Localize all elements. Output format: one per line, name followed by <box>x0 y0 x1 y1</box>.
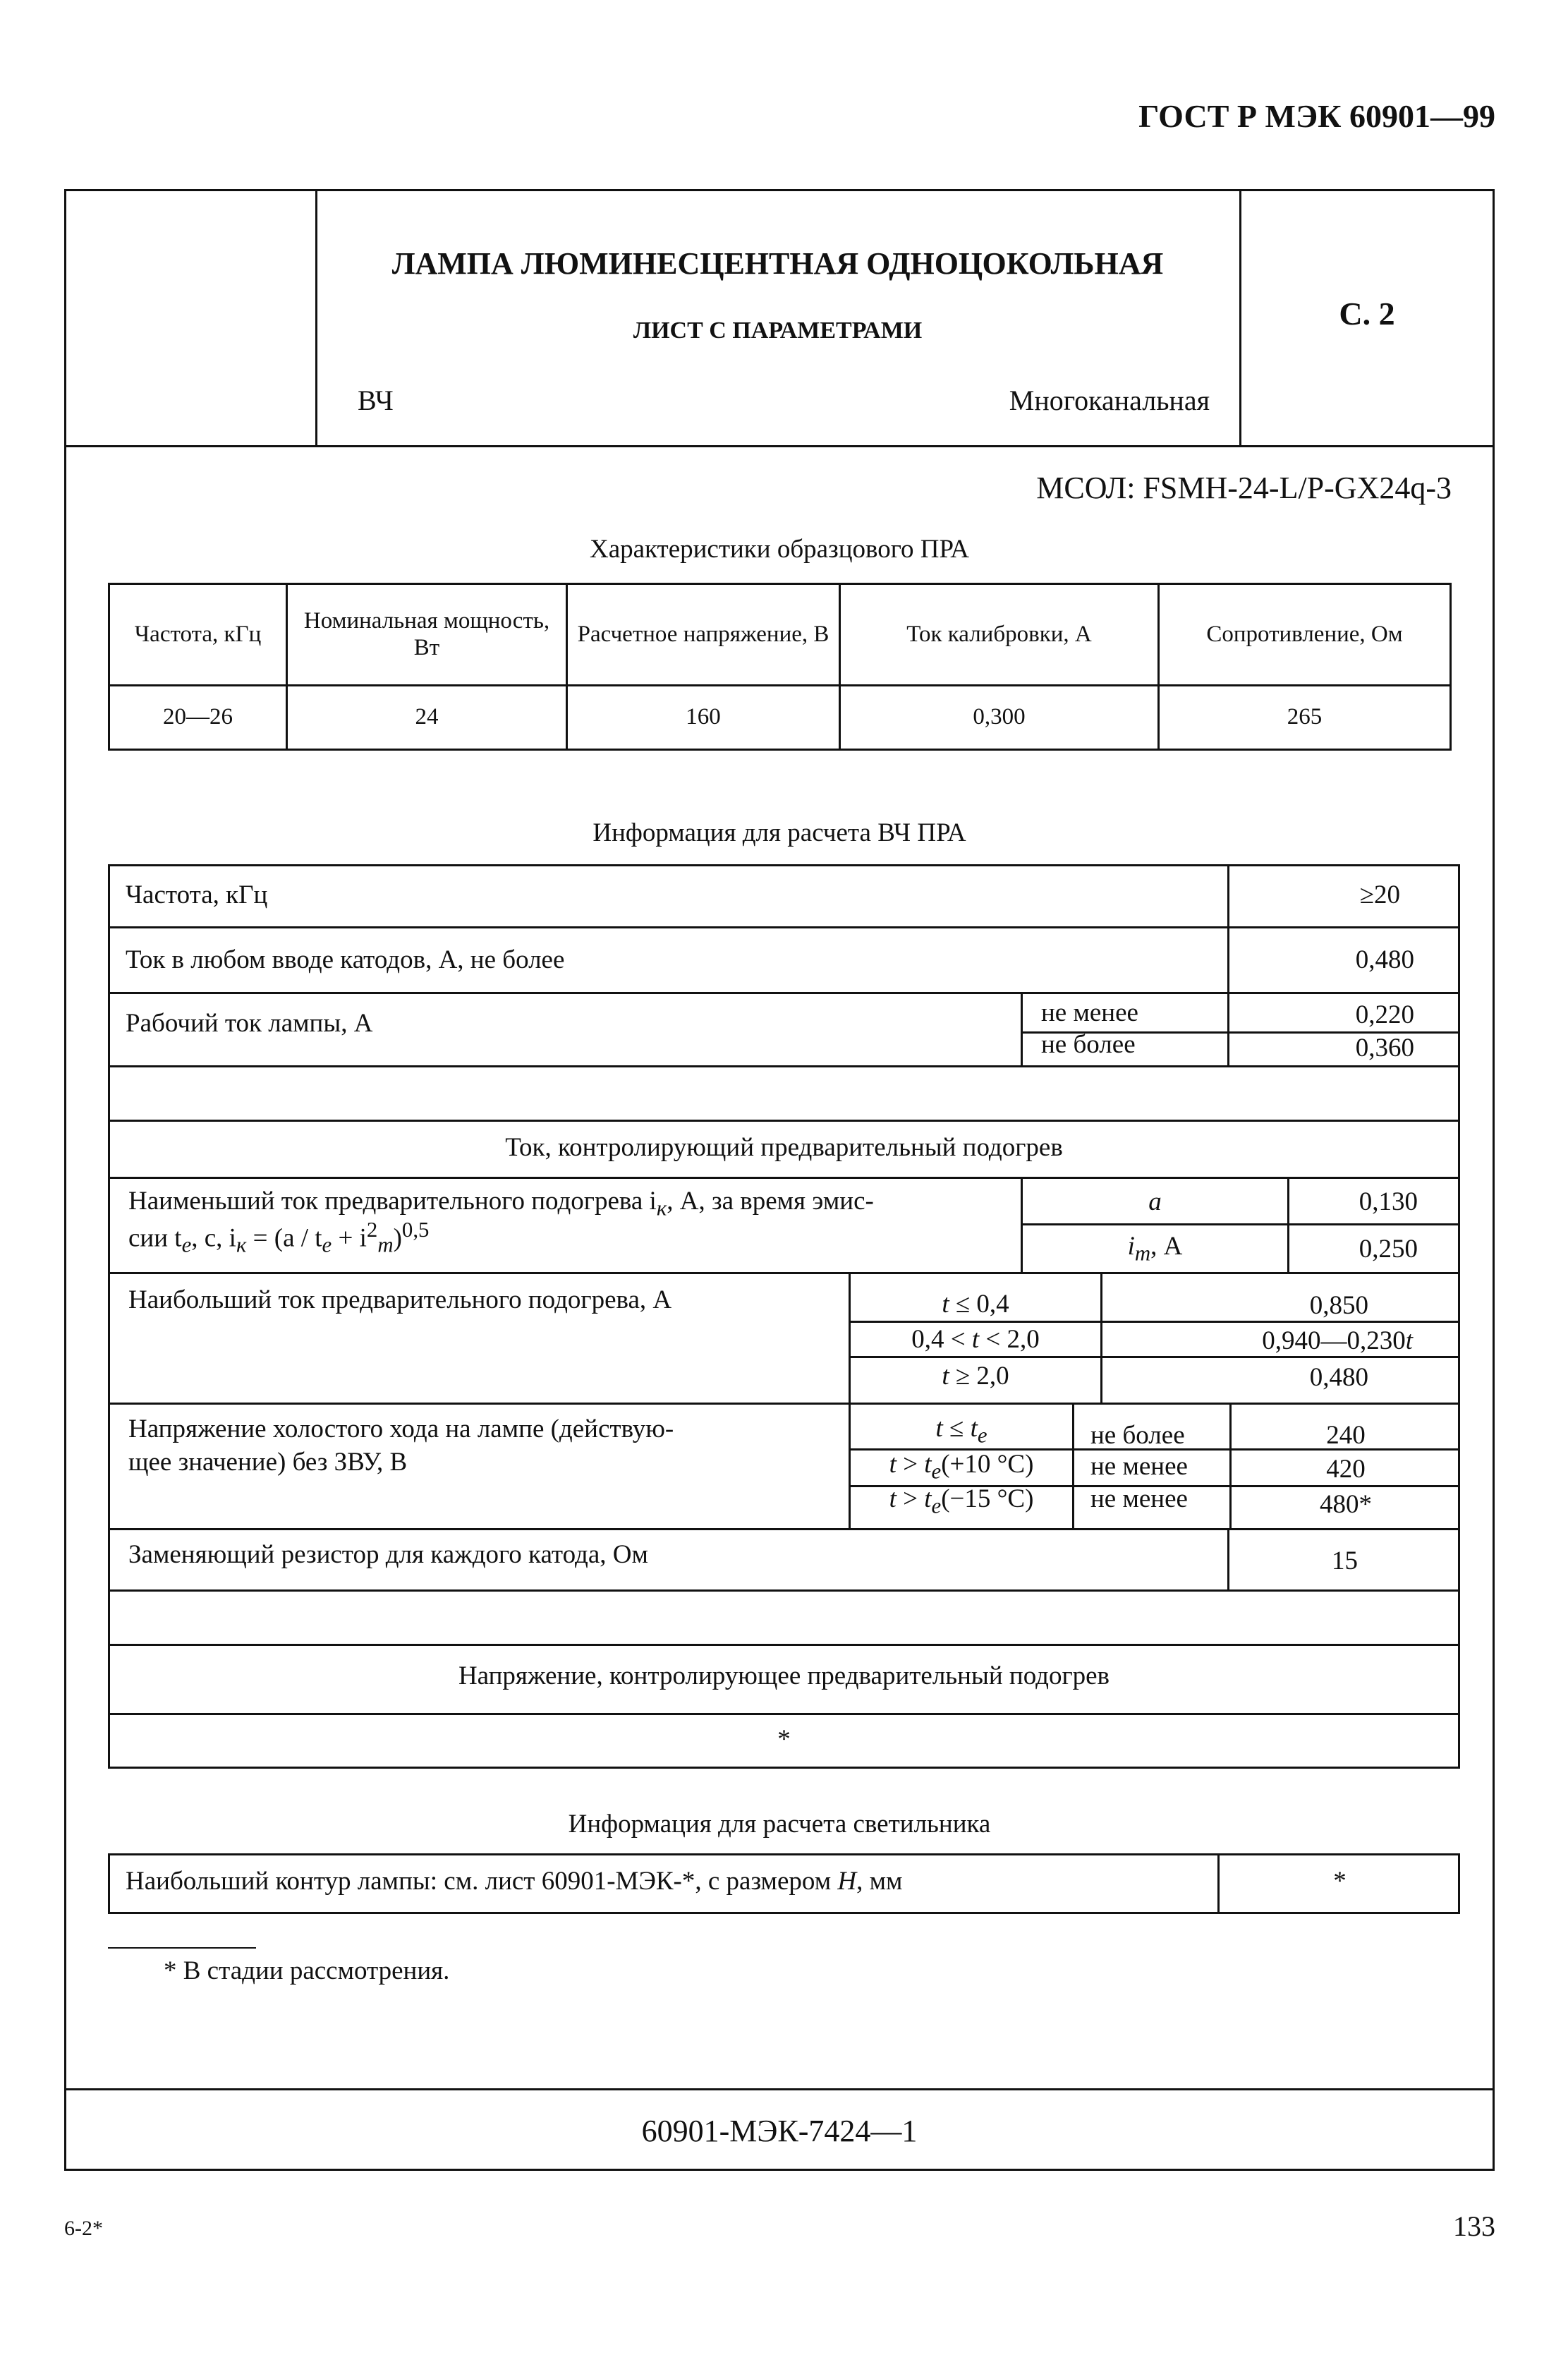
max-preheat-value-1: 0,850 <box>1309 1291 1368 1320</box>
ocv-limit-1: не более <box>1090 1421 1185 1450</box>
bottom-left-mark: 6-2* <box>64 2217 103 2240</box>
param-a-value: 0,130 <box>1359 1187 1418 1216</box>
row-line <box>108 992 1460 994</box>
sheet-number: 60901-МЭК-7424—1 <box>641 2114 918 2148</box>
preheat-voltage-title: Напряжение, контролирующее предварительный подогрев <box>458 1661 1110 1690</box>
lamp-current-max-label: не более <box>1041 1030 1136 1059</box>
row-line <box>108 1528 1460 1530</box>
ocv-cond-1: $t \le t_e$ <box>935 1414 987 1448</box>
ocv-cond-2: $t > t_e(+10$ °С) <box>889 1450 1034 1484</box>
ocv-label-line2: щее значение) без ЗВУ, В <box>128 1448 408 1477</box>
frequency-value: ≥20 <box>1359 880 1400 909</box>
col-line <box>1072 1403 1074 1528</box>
header-left-label: ВЧ <box>358 384 394 416</box>
lamp-current-label: Рабочий ток лампы, А <box>126 1009 373 1038</box>
param-a-label: a <box>1148 1187 1162 1216</box>
cathode-current-label: Ток в любом вводе катодов, А, не более <box>126 945 565 974</box>
value-calibration-current: 0,300 <box>840 686 1159 750</box>
lamp-current-min-value: 0,220 <box>1355 1000 1414 1029</box>
frequency-label: Частота, кГц <box>126 880 268 909</box>
luminaire-caption: Информация для расчета светильника <box>568 1810 991 1839</box>
min-preheat-label-line1: Наименьший ток предварительного подогрева $i_к$, А, за время эмис- <box>128 1187 874 1221</box>
resistor-label: Заменяющий резистор для каждого катода, Ом <box>128 1540 648 1569</box>
row-line <box>108 1177 1460 1179</box>
col-line <box>1100 1272 1102 1403</box>
row-line <box>108 1589 1460 1592</box>
header-bottom-line <box>64 445 1495 447</box>
ballast-value-row <box>109 686 1451 750</box>
max-preheat-cond-1: t ≤ 0,4 <box>942 1290 1009 1319</box>
col-calibration-current: Ток калибровки, А <box>840 584 1159 686</box>
cathode-current-value: 0,480 <box>1355 945 1414 974</box>
value-power: 24 <box>287 686 567 750</box>
max-preheat-cond-2: 0,4 < t < 2,0 <box>911 1325 1040 1354</box>
value-resistance: 265 <box>1159 686 1451 750</box>
col-line <box>1021 992 1023 1065</box>
min-preheat-label-line2: сии $t_e$, с, $i_к = (a / t_e + i^2_m)^{0,5}$ <box>128 1218 430 1257</box>
max-preheat-label: Наибольший ток предварительного подогрева, А <box>128 1285 672 1314</box>
lamp-designation: МСОЛ: FSMH-24-L/P-GX24q-3 <box>1036 471 1452 505</box>
footnote-rule <box>108 1947 256 1949</box>
row-line <box>108 1403 1460 1405</box>
ocv-label-line1: Напряжение холостого хода на лампе (действую- <box>128 1415 674 1443</box>
ocv-value-3: 480* <box>1320 1490 1372 1519</box>
param-im-label: $i_m$, А <box>1127 1232 1183 1266</box>
row-line <box>108 1065 1460 1067</box>
col-resistance: Сопротивление, Ом <box>1159 584 1451 686</box>
ocv-limit-3: не менее <box>1090 1484 1188 1513</box>
resistor-value: 15 <box>1332 1546 1358 1575</box>
ocv-value-1: 240 <box>1326 1421 1366 1450</box>
sheet-title: ЛАМПА ЛЮМИНЕСЦЕНТНАЯ ОДНОЦОКОЛЬНАЯ <box>391 246 1164 281</box>
page-number: 133 <box>1453 2210 1495 2242</box>
footnote: * В стадии рассмотрения. <box>164 1956 450 1985</box>
param-im-value: 0,250 <box>1359 1235 1418 1264</box>
ocv-cond-3: $t > t_e(-15$ °С) <box>889 1484 1034 1518</box>
lamp-current-min-label: не менее <box>1041 998 1138 1027</box>
col-line <box>1227 864 1229 1065</box>
col-power: Номинальная мощность, Вт <box>287 584 567 686</box>
contour-value: * <box>1333 1867 1347 1896</box>
header-right-label: Многоканальная <box>1009 384 1210 416</box>
sheet-subtitle: ЛИСТ С ПАРАМЕТРАМИ <box>633 317 923 344</box>
preheat-voltage-value: * <box>777 1725 791 1754</box>
max-preheat-value-3: 0,480 <box>1309 1363 1368 1392</box>
ocv-limit-2: не менее <box>1090 1452 1188 1481</box>
row-line <box>108 1272 1460 1274</box>
value-frequency: 20—26 <box>109 686 287 750</box>
document-code: ГОСТ Р МЭК 60901—99 <box>1138 98 1495 134</box>
ballast-caption: Характеристики образцового ПРА <box>589 535 970 564</box>
row-line <box>108 1713 1460 1715</box>
row-line <box>1021 1223 1460 1225</box>
col-voltage: Расчетное напряжение, В <box>567 584 840 686</box>
row-line <box>108 926 1460 928</box>
contour-label: Наибольший контур лампы: см. лист 60901-МЭК-*, с размером H, мм <box>126 1867 903 1896</box>
col-frequency: Частота, кГц <box>109 584 287 686</box>
max-preheat-value-2: 0,940—0,230t <box>1262 1326 1413 1355</box>
ballast-header-row <box>109 584 1451 686</box>
lamp-current-max-value: 0,360 <box>1355 1034 1414 1062</box>
max-preheat-cond-3: t ≥ 2,0 <box>942 1362 1009 1391</box>
footer-line <box>64 2088 1495 2090</box>
hf-info-caption: Информация для расчета ВЧ ПРА <box>592 818 966 847</box>
preheat-current-title: Ток, контролирующий предварительный подогрев <box>505 1133 1063 1162</box>
page-label: С. 2 <box>1339 296 1395 332</box>
row-line <box>108 1120 1460 1122</box>
ocv-value-2: 420 <box>1326 1455 1366 1484</box>
value-voltage: 160 <box>567 686 840 750</box>
ballast-table <box>108 583 1452 751</box>
row-line <box>108 1644 1460 1646</box>
